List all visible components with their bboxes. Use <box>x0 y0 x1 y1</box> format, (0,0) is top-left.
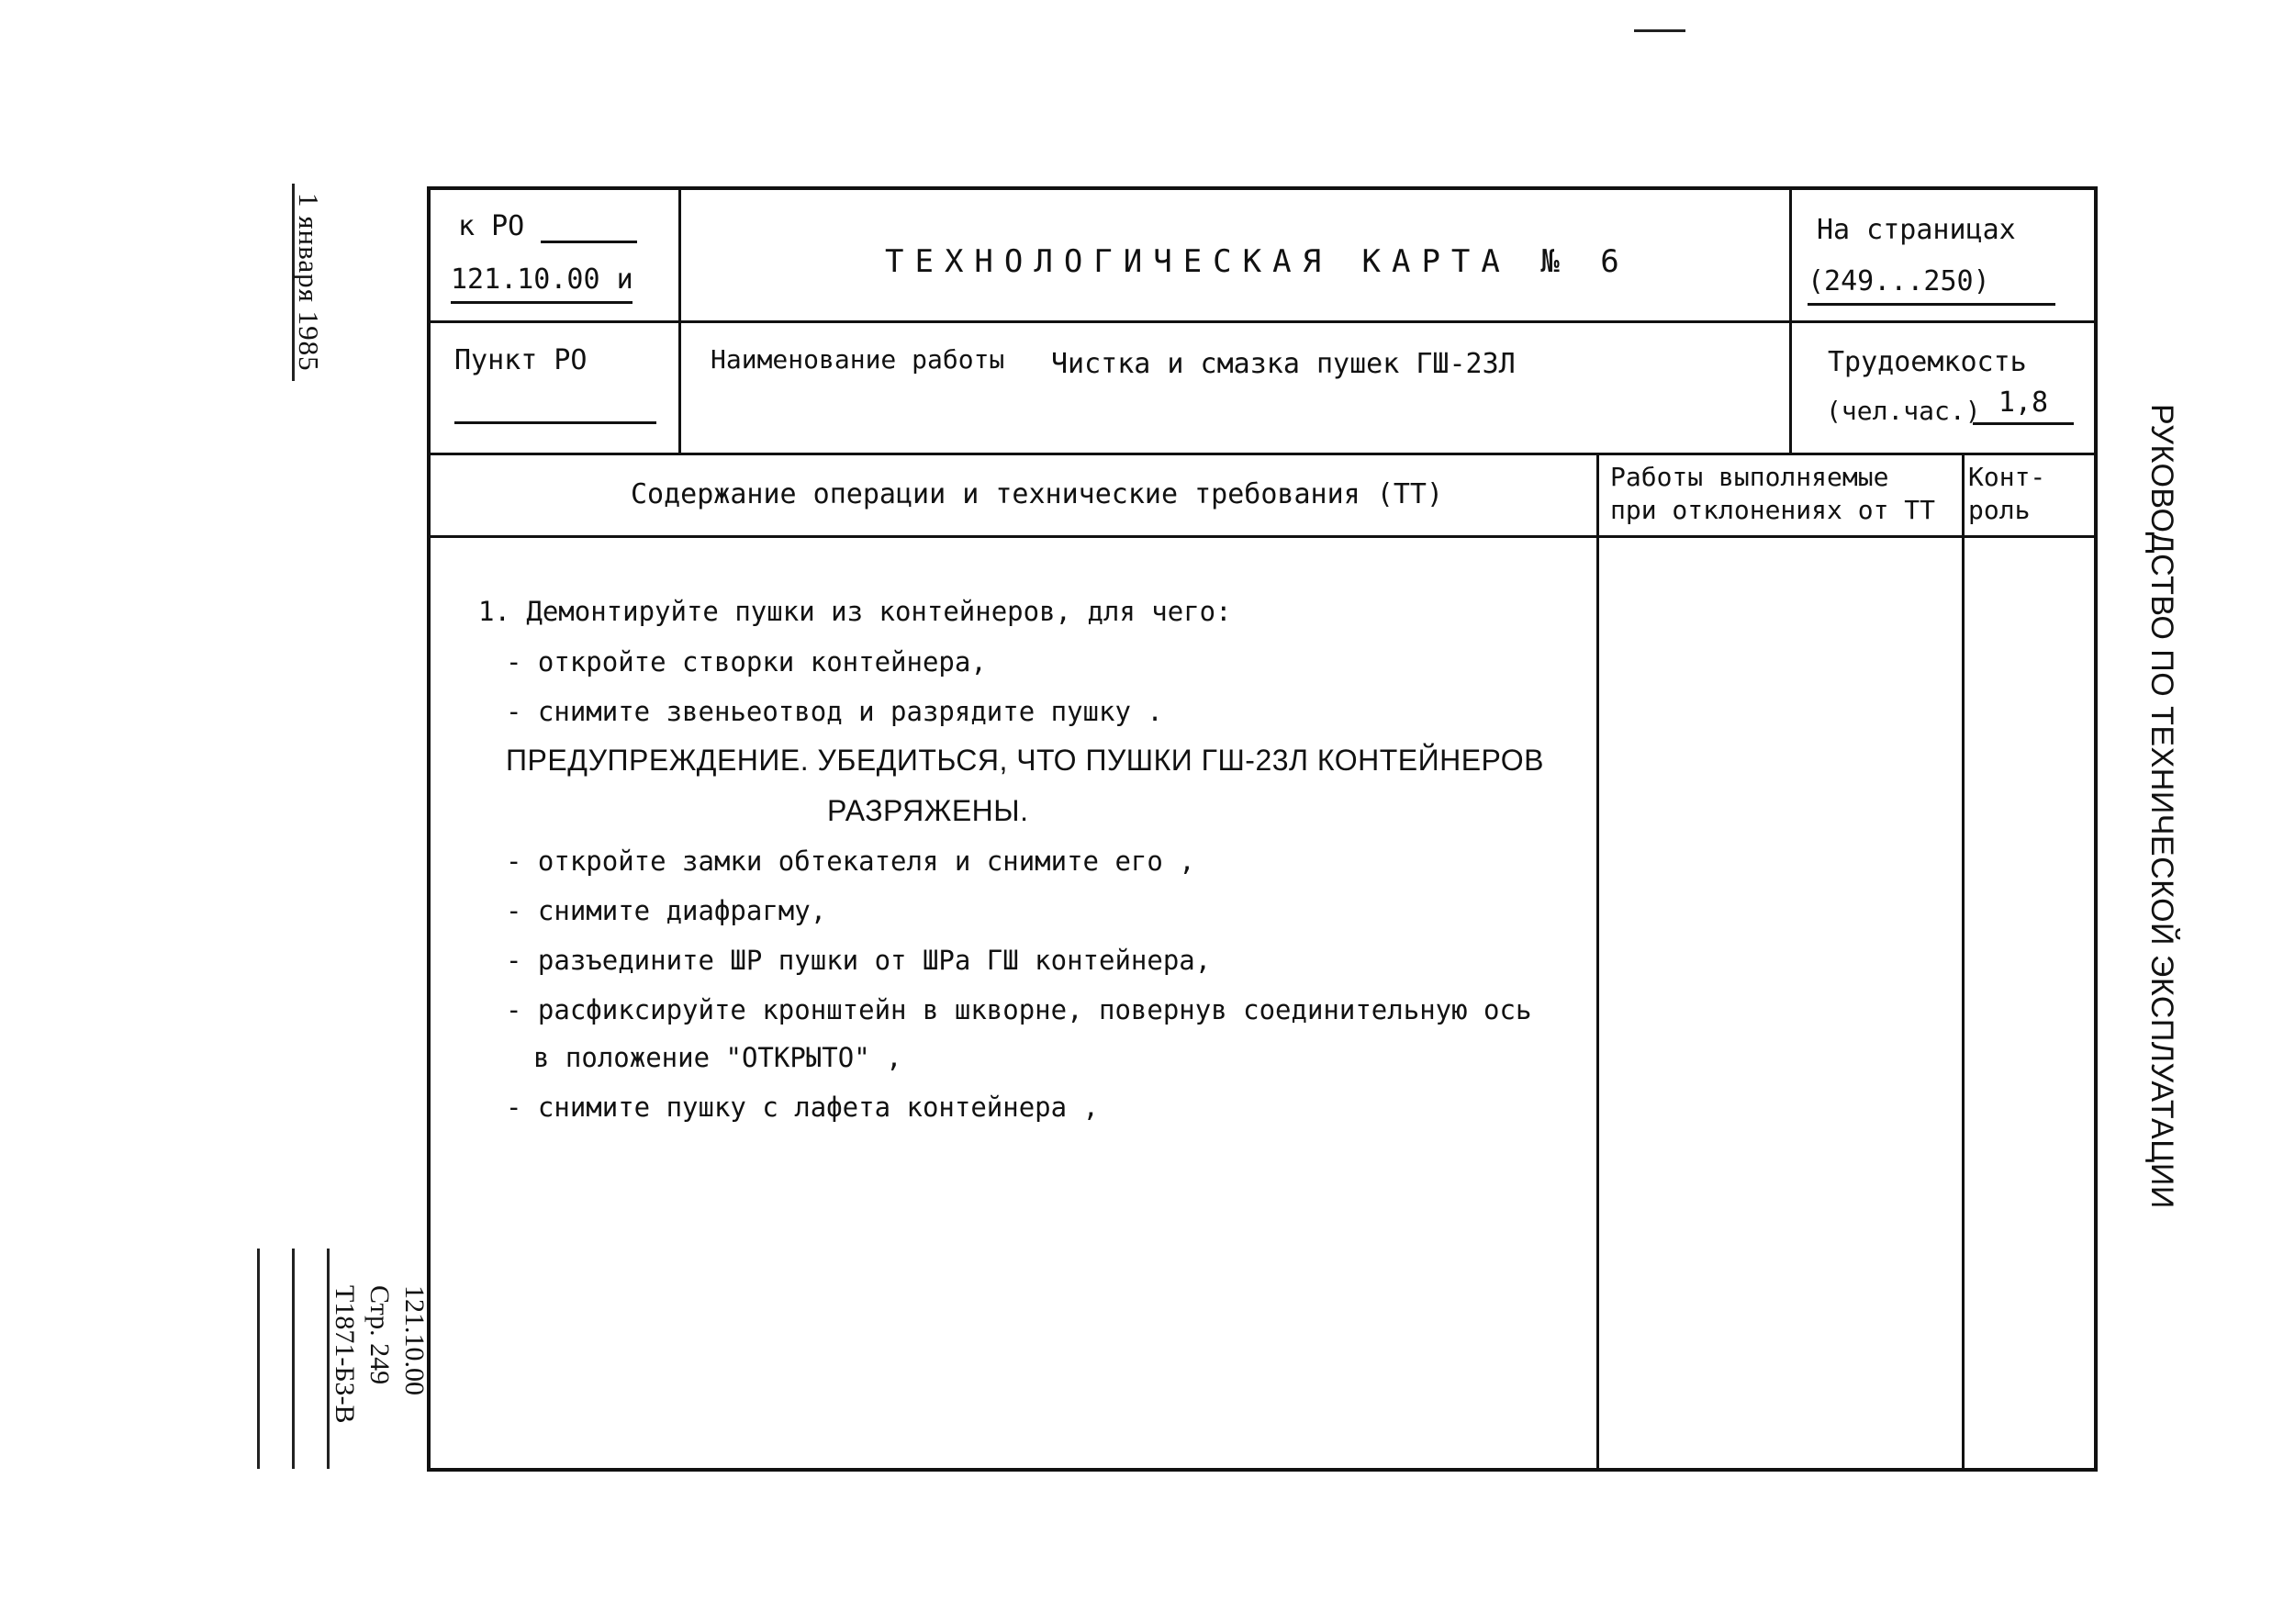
step-1b: - снимите звеньеотвод и разрядите пушку . <box>506 696 1163 727</box>
step-1f-line1: - расфиксируйте кронштейн в шкворне, повернув соединительную ось <box>506 994 1532 1025</box>
page-number: Стр. 249 <box>364 1285 395 1385</box>
step-1g: - снимите пушку с лафета контейнера , <box>506 1092 1100 1123</box>
page-footer-block <box>327 1285 431 1424</box>
step-1: 1. Демонтируйте пушки из контейнеров, для чего: <box>478 596 1232 627</box>
doc-code: 121.10.00 <box>399 1285 430 1395</box>
item-label: Пункт РО <box>454 344 588 376</box>
code-line-1 <box>257 1249 260 1469</box>
pages-value: (249...250) <box>1808 265 2055 306</box>
issue-date: 1 января 1985 <box>293 193 325 372</box>
col-header-content: Содержание операции и технические требования (ТТ) <box>631 478 1444 510</box>
item-blank-line <box>454 421 656 424</box>
col-header-control-2: роль <box>1968 495 2031 525</box>
labor-label: Трудоемкость <box>1828 346 2027 378</box>
ref-label: к РО <box>458 210 525 242</box>
col-header-deviation-1: Работы выполняемые <box>1610 462 1889 492</box>
work-name-label: Наименование работы <box>711 344 1005 375</box>
col-header-deviation-2: при отклонениях от ТТ <box>1610 495 1936 525</box>
manual-title: РУКОВОДСТВО ПО ТЕХНИЧЕСКОЙ ЭКСПЛУАТАЦИИ <box>2144 404 2179 1209</box>
pages-label: На страницах <box>1817 214 2016 246</box>
step-1a: - откройте створки контейнера, <box>506 646 987 678</box>
col-divider-left <box>678 190 681 453</box>
row-divider-3 <box>431 535 2094 538</box>
warning-line-1: ПРЕДУПРЕЖДЕНИЕ. УБЕДИТЬСЯ, ЧТО ПУШКИ ГШ-23Л КОНТЕЙНЕРОВ <box>506 744 1544 777</box>
labor-value: 1,8 <box>1973 386 2074 425</box>
ref-code: 121.10.00 и <box>451 263 633 304</box>
sheet-code: Т1871-БЗ-В <box>330 1285 360 1424</box>
step-1c: - откройте замки обтекателя и снимите его , <box>506 846 1195 877</box>
labor-unit: (чел.час.) <box>1826 396 1981 426</box>
col-divider-right <box>1789 190 1792 453</box>
tech-card-form <box>427 186 2098 1472</box>
work-name: Чистка и смазка пушек ГШ-23Л <box>1051 348 1516 380</box>
col-header-control-1: Конт- <box>1968 462 2046 492</box>
ref-blank-line <box>541 241 637 243</box>
top-dash <box>1634 29 1685 32</box>
step-1e: - разъедините ШР пушки от ШРа ГШ контейнера, <box>506 945 1212 976</box>
step-1f-line2: в положение "ОТКРЫТО" , <box>533 1042 902 1073</box>
row-divider-2 <box>431 453 2094 455</box>
warning-line-2: РАЗРЯЖЕНЫ. <box>827 794 1029 827</box>
col-divider-deviation <box>1596 453 1599 1468</box>
code-line-2 <box>292 1249 295 1469</box>
step-1d: - снимите диафрагму, <box>506 895 827 926</box>
col-divider-control <box>1962 453 1965 1468</box>
card-title: ТЕХНОЛОГИЧЕСКАЯ КАРТА № 6 <box>885 243 1630 280</box>
